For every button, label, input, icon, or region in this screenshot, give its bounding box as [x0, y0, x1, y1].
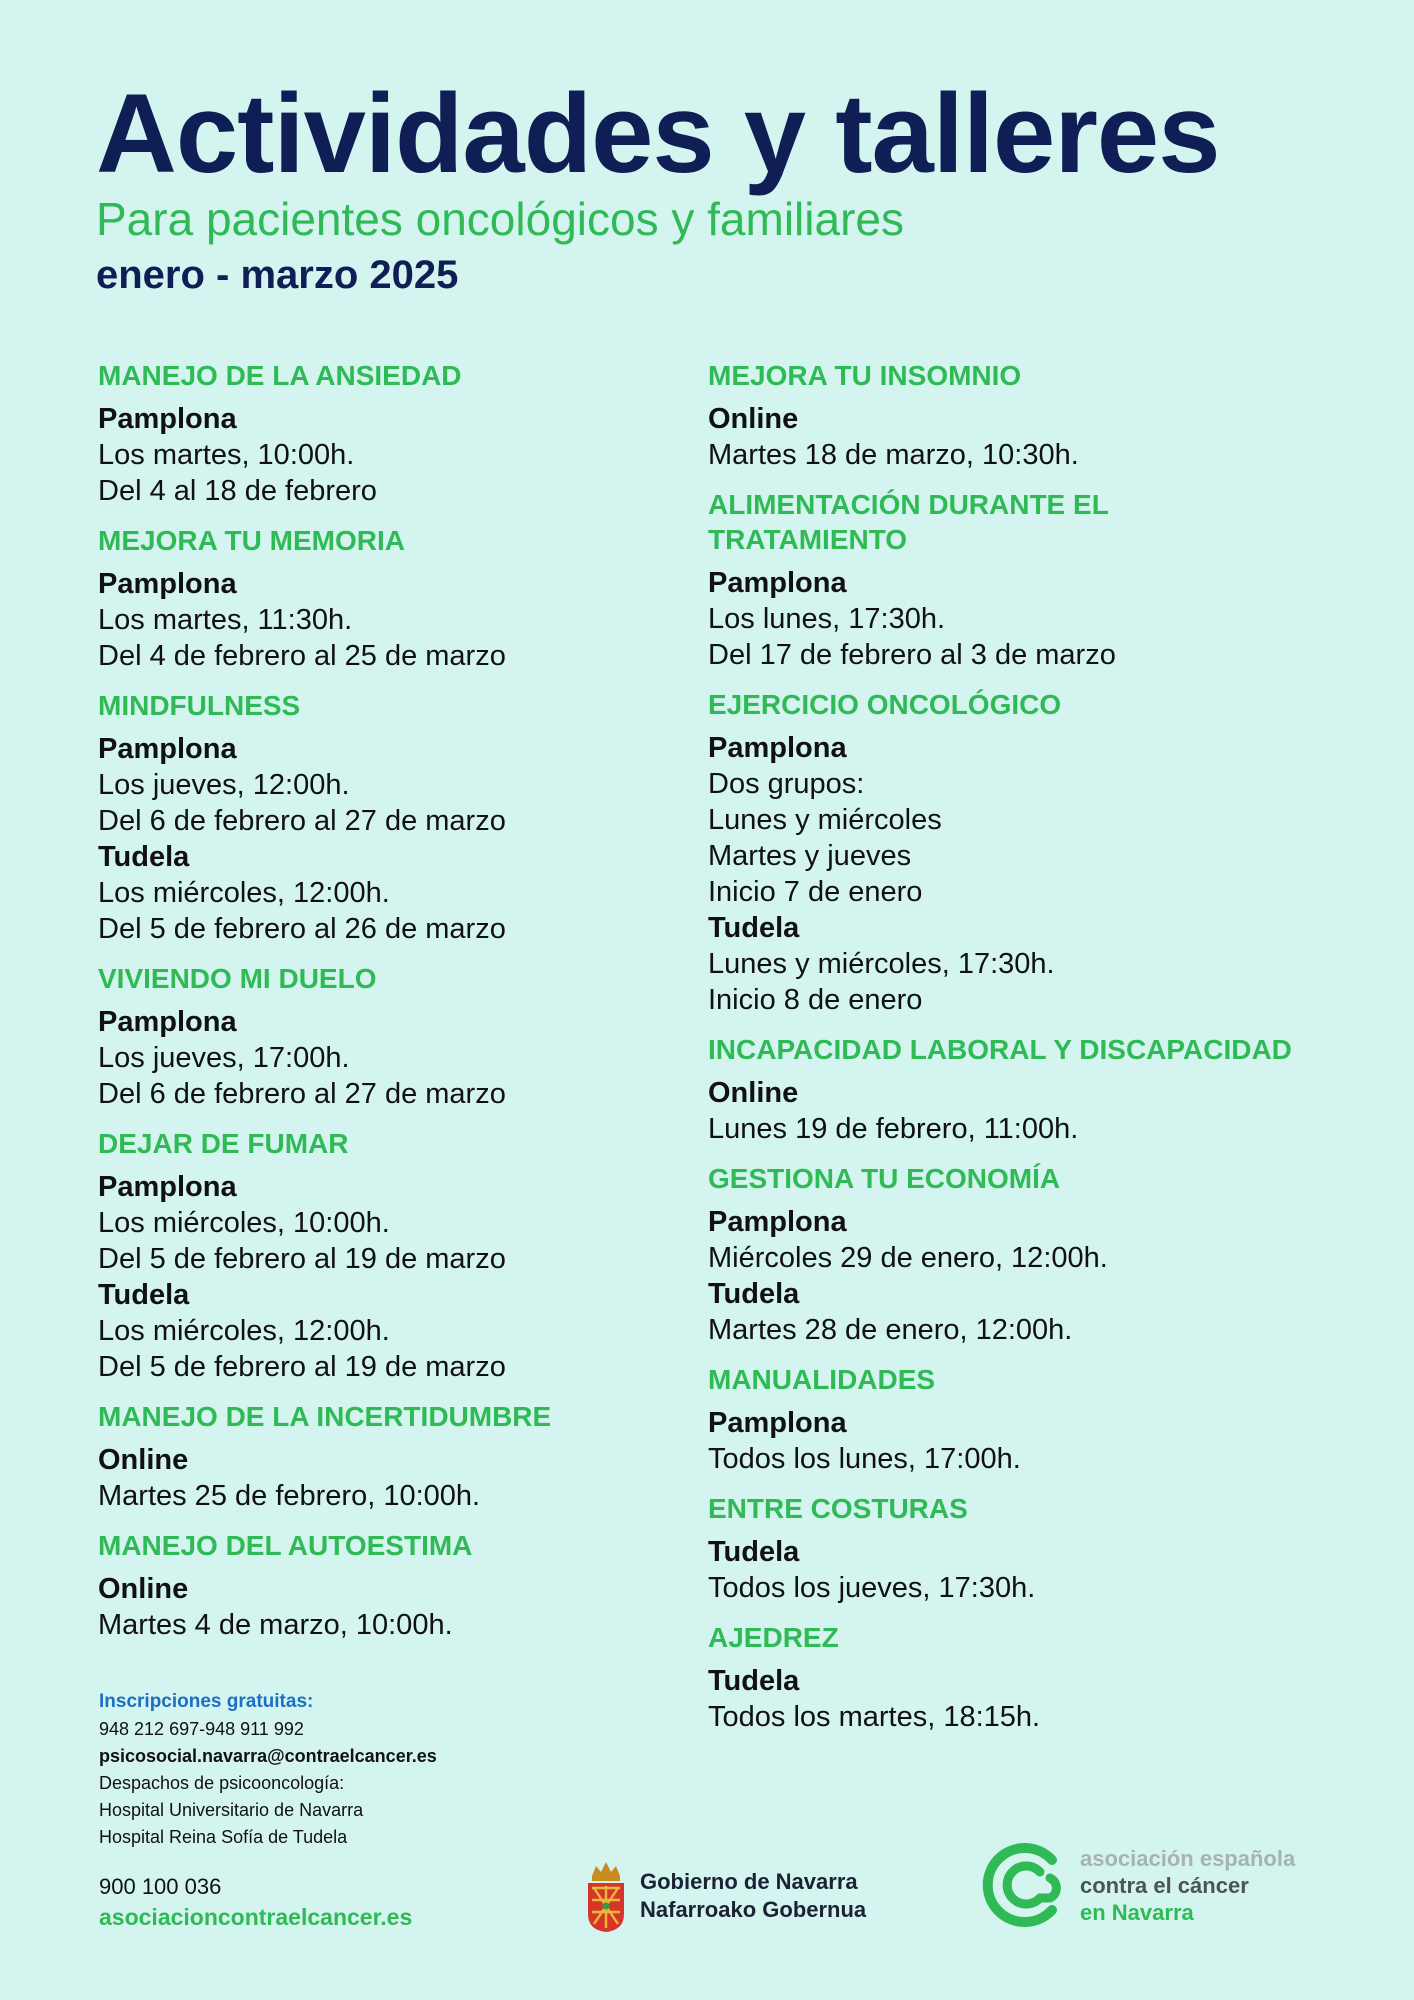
contact-info: [99, 1688, 437, 1851]
activity-schedule-line: Dos grupos:: [708, 768, 865, 800]
activity-section: [98, 358, 718, 509]
activity-location: Tudela: [708, 1278, 800, 1310]
activity-title: MANEJO DEL AUTOESTIMA: [98, 1530, 473, 1561]
activity-schedule-line: Martes 4 de marzo, 10:00h.: [98, 1609, 453, 1641]
activity-schedule-line: Todos los lunes, 17:00h.: [708, 1443, 1021, 1475]
navarra-coat-of-arms-icon: [584, 1858, 628, 1934]
activity-schedule-line: Los jueves, 17:00h.: [98, 1042, 350, 1074]
activity-location: Pamplona: [98, 733, 237, 765]
activity-location: Pamplona: [708, 1407, 847, 1439]
activity-schedule-line: Martes 25 de febrero, 10:00h.: [98, 1480, 481, 1512]
aecc-line2: contra el cáncer: [1080, 1872, 1249, 1898]
activity-location: Pamplona: [98, 403, 237, 435]
activity-location: Online: [98, 1573, 189, 1605]
activity-title: MANEJO DE LA ANSIEDAD: [98, 360, 462, 391]
activity-title: VIVIENDO MI DUELO: [98, 963, 377, 994]
activity-schedule-line: Del 17 de febrero al 3 de marzo: [708, 639, 1116, 671]
activity-title: INCAPACIDAD LABORAL Y DISCAPACIDAD: [708, 1034, 1292, 1065]
activity-schedule-line: Los miércoles, 12:00h.: [98, 877, 390, 909]
gobierno-navarra-logo: [584, 1856, 866, 1936]
activity-section: [98, 523, 718, 674]
activity-title: MEJORA TU INSOMNIO: [708, 360, 1022, 391]
activity-section: [708, 1362, 1328, 1477]
activity-section: [708, 687, 1328, 1018]
page-title: Actividades y talleres: [96, 71, 1220, 196]
activity-title: GESTIONA TU ECONOMÍA: [708, 1163, 1061, 1194]
office-hospital-navarra: Hospital Universitario de Navarra: [99, 1800, 364, 1820]
gobierno-navarra-line1: Gobierno de Navarra: [640, 1869, 858, 1894]
activity-location: Online: [708, 403, 799, 435]
activity-title: EJERCICIO ONCOLÓGICO: [708, 689, 1062, 720]
activity-location: Pamplona: [708, 1206, 847, 1238]
registration-email[interactable]: psicosocial.navarra@contraelcancer.es: [99, 1746, 437, 1766]
activity-schedule-line: Del 4 al 18 de febrero: [98, 475, 377, 507]
activity-schedule-line: Inicio 7 de enero: [708, 876, 923, 908]
activity-section: [98, 1126, 718, 1385]
activity-schedule-line: Inicio 8 de enero: [708, 984, 923, 1016]
activity-schedule-line: Del 4 de febrero al 25 de marzo: [98, 640, 506, 672]
activity-schedule-line: Del 5 de febrero al 19 de marzo: [98, 1243, 506, 1275]
activity-location: Pamplona: [98, 568, 237, 600]
activity-title: MEJORA TU MEMORIA: [98, 525, 405, 556]
activity-schedule-line: Los miércoles, 10:00h.: [98, 1207, 390, 1239]
activity-location: Tudela: [708, 912, 800, 944]
activity-location: Pamplona: [708, 732, 847, 764]
activity-schedule-line: Lunes y miércoles, 17:30h.: [708, 948, 1055, 980]
activity-schedule-line: Del 6 de febrero al 27 de marzo: [98, 805, 506, 837]
activity-section: [98, 1528, 718, 1643]
activity-schedule-line: Los lunes, 17:30h.: [708, 603, 946, 635]
activity-schedule-line: Martes y jueves: [708, 840, 912, 872]
activity-schedule-line: Los martes, 11:30h.: [98, 604, 353, 636]
activity-schedule-line: Martes 18 de marzo, 10:30h.: [708, 439, 1079, 471]
activity-title: AJEDREZ: [708, 1622, 839, 1653]
activity-location: Tudela: [708, 1665, 800, 1697]
activity-schedule-line: Del 5 de febrero al 26 de marzo: [98, 913, 506, 945]
activity-section: [708, 1161, 1328, 1348]
activity-section: [98, 688, 718, 947]
activity-location: Online: [98, 1444, 189, 1476]
activity-schedule-line: Los martes, 10:00h.: [98, 439, 355, 471]
aecc-line1: asociación española: [1080, 1845, 1296, 1871]
offices-label: Despachos de psicooncología:: [99, 1773, 345, 1793]
activity-location: Tudela: [708, 1536, 800, 1568]
page-subtitle: Para pacientes oncológicos y familiares: [96, 193, 904, 245]
activity-schedule-line: Martes 28 de enero, 12:00h.: [708, 1314, 1073, 1346]
date-range: enero - marzo 2025: [96, 253, 459, 297]
gobierno-navarra-line2: Nafarroako Gobernua: [640, 1897, 867, 1922]
activity-section: [708, 1491, 1328, 1606]
activity-title: ALIMENTACIÓN DURANTE EL TRATAMIENTO: [708, 489, 1109, 555]
activity-title: MANEJO DE LA INCERTIDUMBRE: [98, 1401, 552, 1432]
activity-schedule-line: Lunes y miércoles: [708, 804, 942, 836]
activity-section: [98, 961, 718, 1112]
aecc-logo-icon: [980, 1840, 1066, 1930]
registration-phones[interactable]: 948 212 697-948 911 992: [99, 1719, 304, 1739]
office-hospital-tudela: Hospital Reina Sofía de Tudela: [99, 1827, 348, 1847]
activity-schedule-line: Los miércoles, 12:00h.: [98, 1315, 390, 1347]
activity-location: Pamplona: [98, 1006, 237, 1038]
registration-heading: Inscripciones gratuitas:: [99, 1691, 314, 1712]
activity-location: Pamplona: [708, 567, 847, 599]
activity-location: Tudela: [98, 841, 190, 873]
activity-title: DEJAR DE FUMAR: [98, 1128, 349, 1159]
activity-title: MANUALIDADES: [708, 1364, 936, 1395]
activity-section: [708, 358, 1328, 473]
aecc-line3: en Navarra: [1080, 1899, 1194, 1925]
activity-schedule-line: Todos los jueves, 17:30h.: [708, 1572, 1036, 1604]
activity-schedule-line: Lunes 19 de febrero, 11:00h.: [708, 1113, 1079, 1145]
activity-section: [98, 1399, 718, 1514]
activity-schedule-line: Los jueves, 12:00h.: [98, 769, 350, 801]
activity-location: Pamplona: [98, 1171, 237, 1203]
activity-schedule-line: Miércoles 29 de enero, 12:00h.: [708, 1242, 1108, 1274]
activity-location: Online: [708, 1077, 799, 1109]
activity-title: MINDFULNESS: [98, 690, 301, 721]
activity-title: ENTRE COSTURAS: [708, 1493, 968, 1524]
activity-schedule-line: Del 5 de febrero al 19 de marzo: [98, 1351, 506, 1383]
activities-left-column: [98, 358, 718, 1657]
aecc-navarra-logo: [980, 1840, 1295, 1930]
hotline-number[interactable]: 900 100 036: [99, 1874, 222, 1899]
activity-section: [708, 1620, 1328, 1735]
activity-location: Tudela: [98, 1279, 190, 1311]
activity-schedule-line: Del 6 de febrero al 27 de marzo: [98, 1078, 506, 1110]
website-link[interactable]: asociacioncontraelcancer.es: [99, 1904, 413, 1930]
activities-right-column: [708, 358, 1328, 1749]
activity-section: [708, 1032, 1328, 1147]
activity-schedule-line: Todos los martes, 18:15h.: [708, 1701, 1041, 1733]
activity-section: [708, 487, 1328, 673]
